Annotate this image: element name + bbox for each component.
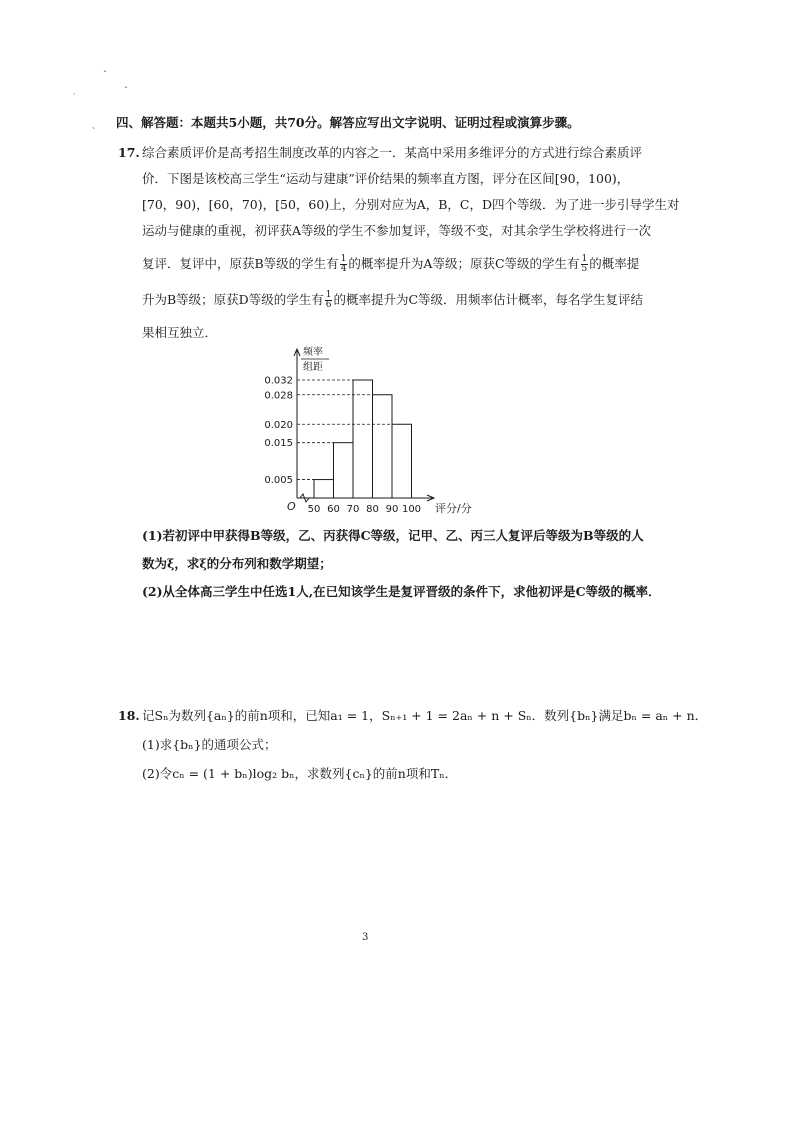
histogram-bar-50-60 [314,480,334,498]
scan-speck: · [73,90,76,99]
y-tick-label: 0.005 [264,475,293,487]
y-tick-label: 0.015 [264,438,293,450]
q17-line-5-part-b: 的概率提升为A等级；原获C等级的学生有 [348,256,580,271]
origin-label: O [287,500,296,513]
q17-part-1-line-1: (1)若初评中甲获得B等级，乙、丙获得C等级，记甲、乙、丙三人复评后等级为B等级的人 [142,528,644,543]
x-tick-label: 50 [307,504,321,515]
q17-part-1-line-2: 数为ξ，求ξ的分布列和数学期望； [142,556,332,571]
q18-part-2: (2)令cₙ = (1 + bₙ)log₂ bₙ，求数列{cₙ}的前n项和Tₙ． [142,766,458,781]
fraction-denominator: 5 [581,264,588,274]
y-tick-label: 0.020 [264,419,293,431]
histogram-bar-60-70 [334,443,354,498]
scan-speck: ˇ [103,70,107,79]
scan-speck: ˇ [124,86,128,95]
q17-line-5-part-c: 的概率提 [589,256,640,271]
fraction-denominator: 4 [340,264,347,274]
fraction-one-quarter [340,255,348,274]
q17-text-line-2: 价．下图是该校高三学生“运动与建康”评价结果的频率直方图，评分在区间[90，100)， [142,171,630,186]
q17-part-2: (2)从全体高三学生中任选1人,在已知该学生是复评晋级的条件下，求他初评是C等级的概率． [142,584,661,599]
fraction-one-sixth [325,291,333,310]
q17-text-line-1: 综合素质评价是高考招生制度改革的内容之一．某高中采用多维评分的方式进行综合素质评 [142,145,643,160]
y-axis-label-numerator: 频率 [303,347,323,358]
fraction-one-fifth [581,255,589,274]
fraction-numerator: 1 [340,254,347,264]
frequency-histogram [255,343,485,518]
question-17-number: 17. [118,145,140,160]
x-tick-label: 100 [401,504,422,515]
q17-text-line-4: 运动与健康的重视，初评获A等级的学生不参加复评，等级不变，对其余学生学校将进行一次 [142,223,652,238]
histogram-bar-80-90 [373,395,393,498]
x-tick-label: 60 [327,504,340,515]
q17-line-5-part-a: 复评．复评中，原获B等级的学生有 [142,256,339,271]
q17-line-6-part-b: 的概率提升为C等级．用频率估计概率，每名学生复评结 [333,292,644,307]
x-axis-label: 评分/分 [435,502,472,515]
q17-text-line-6 [142,291,643,310]
section-heading: 四、解答题：本题共5小题，共70分。解答应写出文字说明、证明过程或演算步骤。 [116,115,580,130]
histogram-bar-90-100 [392,424,412,498]
y-axis-label-denominator: 组距 [303,362,323,373]
y-tick-label: 0.028 [264,390,293,402]
fraction-numerator: 1 [325,290,332,300]
q17-line-6-part-a: 升为B等级；原获D等级的学生有 [142,292,324,307]
q17-text-line-5 [142,255,639,274]
question-18-number: 18. [118,708,140,723]
y-tick-label: 0.032 [264,375,293,387]
fraction-denominator: 6 [325,300,332,310]
histogram-bar-70-80 [353,380,373,498]
x-tick-label: 70 [346,504,360,515]
x-tick-label: 80 [366,504,379,515]
scan-speck: 、 [92,121,100,130]
q17-text-line-7: 果相互独立． [142,325,218,340]
page-number: 3 [362,932,369,943]
fraction-numerator: 1 [581,254,588,264]
q18-stem: 记Sₙ为数列{aₙ}的前n项和，已知a₁ = 1，Sₙ₊₁ + 1 = 2aₙ + n + Sₙ．数列{bₙ}满足bₙ = aₙ + n． [142,708,708,723]
q18-part-1: (1)求{bₙ}的通项公式； [142,737,277,752]
x-tick-label: 90 [385,504,399,515]
q17-text-line-3: [70，90)，[60，70)，[50，60)上，分别对应为A，B，C，D四个等级．为了进一步引导学生对 [142,197,680,212]
